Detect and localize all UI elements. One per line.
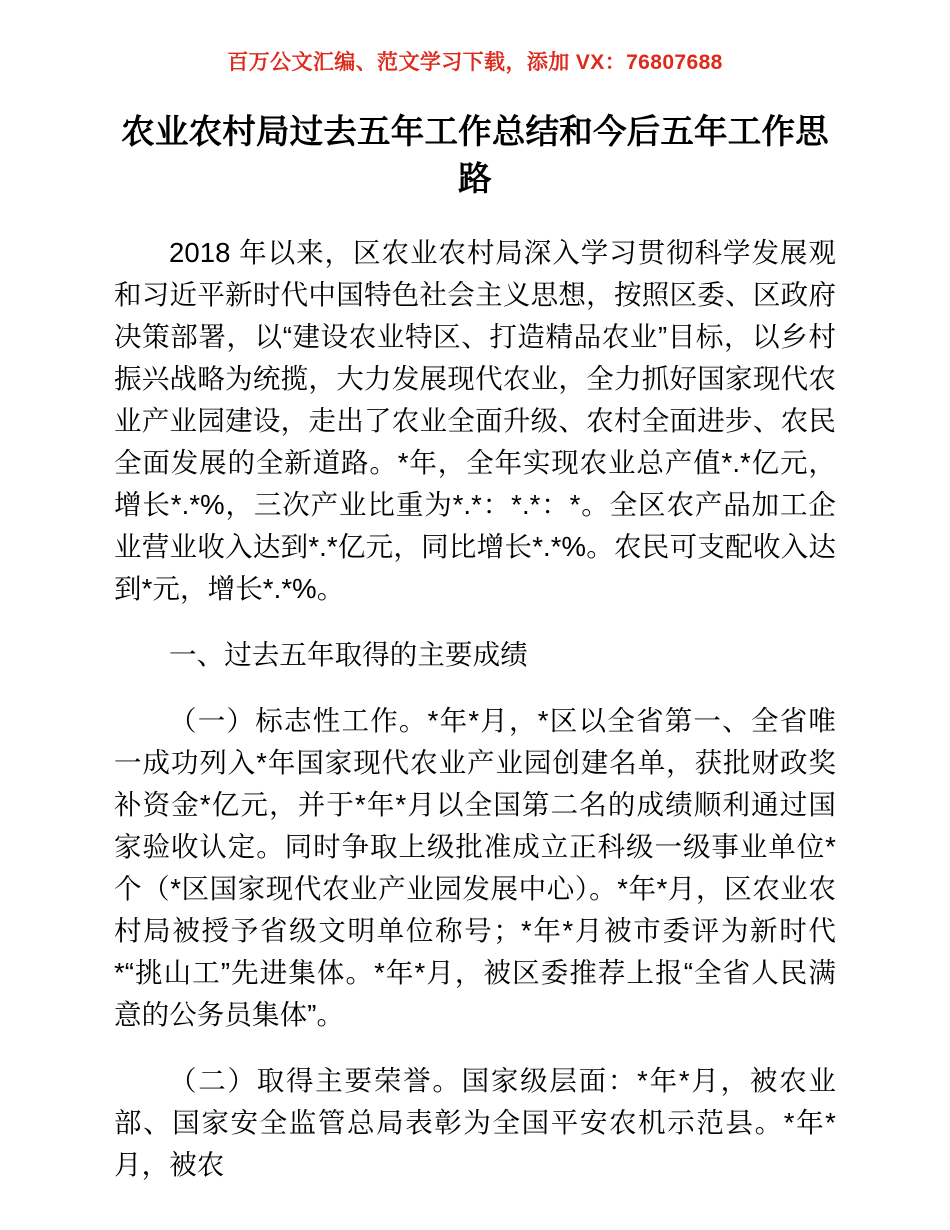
promo-header-banner — [0, 0, 950, 75]
page-title: 农业农村局过去五年工作总结和今后五年工作思路 — [121, 114, 829, 199]
paragraph-subsection-two: （二）取得主要荣誉。国家级层面：*年*月，被农业部、国家安全监管总局表彰为全国平安农机示范县。*年*月，被农 — [114, 1065, 836, 1181]
paragraph-intro: 2018 年以来，区农业农村局深入学习贯彻科学发展观和习近平新时代中国特色社会主义思想，按照区委、区政府决策部署，以“建设农业特区、打造精品农业”目标，以乡村振兴战略为统揽，大力发展现代农业，全力抓好国家现代农业产业园建设，走出了农业全面升级、农村全面进步、农民全面发展的全新道路。*年，全年实现农业总产值*.*亿元，增长*.*%，三次产业比重为*.*：*.*：*。全区农产品加工企业营业收入达到*.*亿元，同比增长*.*%。农民可支配收入达到*元，增长*.*%。 — [114, 237, 836, 605]
document-body — [0, 232, 950, 1186]
paragraph-subsection-one: （一）标志性工作。*年*月，*区以全省第一、全省唯一成功列入*年国家现代农业产业园创建名单，获批财政奖补资金*亿元，并于*年*月以全国第二名的成绩顺利通过国家验收认定。同时争取上级批准成立正科级一级事业单位*个（*区国家现代农业产业园发展中心）。*年*月，区农业农村局被授予省级文明单位称号；*年*月被市委评为新时代*“挑山工”先进集体。*年*月，被区委推荐上报“全省人民满意的公务员集体”。 — [114, 705, 836, 1031]
section-heading-one: 一、过去五年取得的主要成绩 — [169, 639, 528, 671]
promo-header-text: 百万公文汇编、范文学习下载，添加 VX：76807688 — [227, 51, 723, 74]
